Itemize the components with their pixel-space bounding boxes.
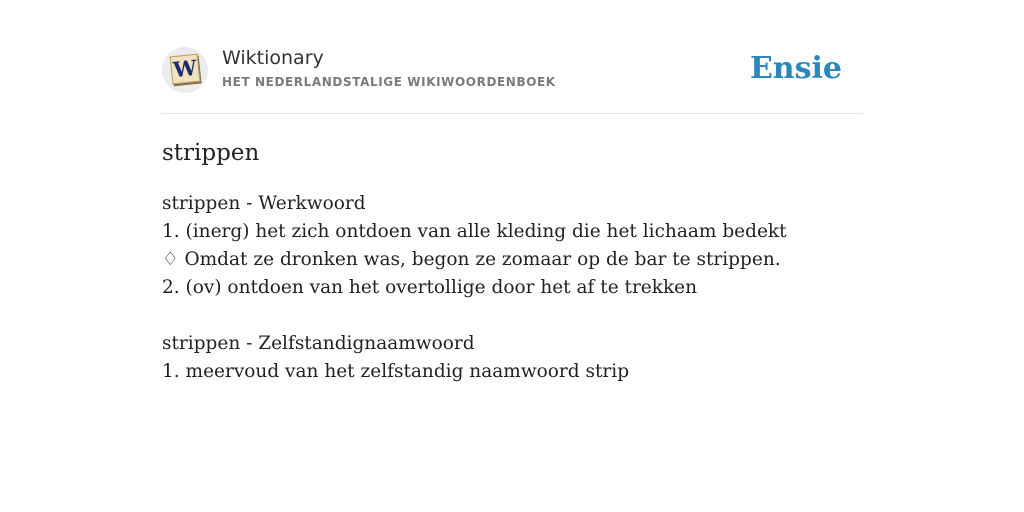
site-name[interactable]: Wiktionary	[222, 47, 324, 69]
logo-letter: W	[171, 54, 198, 83]
site-tagline: HET NEDERLANDSTALIGE WIKIWOORDENBOEK	[222, 75, 556, 89]
logo-tile-icon	[170, 54, 201, 85]
definitions	[162, 190, 862, 386]
definition-line: 1. (inerg) het zich ontdoen van alle kleding die het lichaam bedekt	[162, 221, 787, 242]
entry-heading: strippen - Zelfstandignaamwoord	[162, 333, 475, 354]
page-title: strippen	[162, 140, 260, 166]
definition-line: 1. meervoud van het zelfstandig naamwoord strip	[162, 361, 630, 382]
wiktionary-logo[interactable]	[162, 47, 208, 93]
ensie-brand-link[interactable]: Ensie	[749, 51, 842, 86]
site-header	[162, 0, 862, 114]
entry-separator	[162, 302, 862, 330]
example-line: ♢ Omdat ze dronken was, begon ze zomaar op de bar te strippen.	[162, 249, 781, 270]
entry-zelfstandignaamwoord	[162, 330, 862, 386]
entry-heading: strippen - Werkwoord	[162, 193, 366, 214]
definition-line: 2. (ov) ontdoen van het overtollige door het af te trekken	[162, 277, 698, 298]
page-container	[162, 0, 862, 386]
entry-werkwoord	[162, 190, 862, 302]
